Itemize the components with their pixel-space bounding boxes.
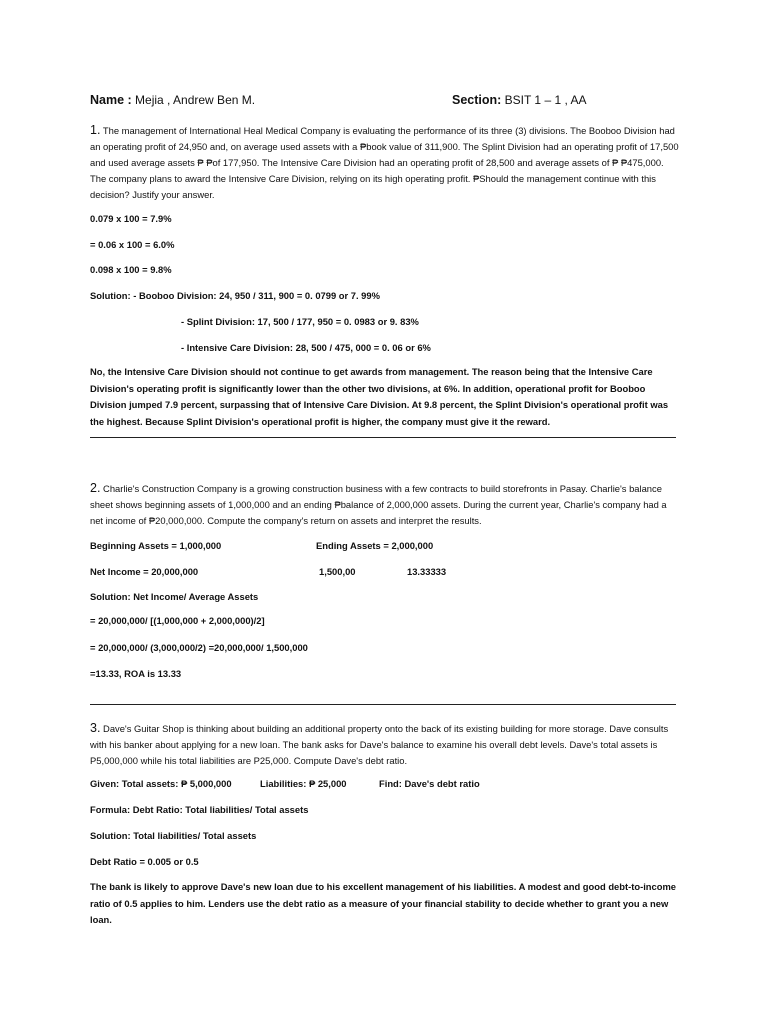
q2-average-assets: 1,500,00 <box>319 566 356 577</box>
question-3-number: 3. <box>90 721 101 735</box>
section-value: BSIT 1 – 1 , AA <box>501 93 587 107</box>
divider <box>90 437 676 438</box>
name-field <box>90 93 255 107</box>
q2-solution-3: = 20,000,000/ (3,000,000/2) =20,000,000/ 1,500,000 <box>90 642 308 653</box>
section-field <box>452 93 586 107</box>
question-3-text: Dave's Guitar Shop is thinking about building an additional property onto the back of its existing building for more storage. Dave consults with his banker about applying for a new loan. The bank asks for Dave's balance to examine his overall debt levels. Dave's total assets is P5,000,000 while his total liabilities are P25,000. Compute Dave's debt ratio. <box>90 723 669 766</box>
q3-debt-ratio: Debt Ratio = 0.005 or 0.5 <box>90 856 199 867</box>
question-2-text: Charlie's Construction Company is a growing construction business with a few contracts to build storefronts in Pasay. Charlie's balance sheet shows beginning assets of 1,000,000 and an ending ₱balance of 2,000,000 assets. During the current year, Charlie's company had a net income of ₱20,000,000. Compute the company's return on assets and interpret the results. <box>90 483 667 526</box>
question-2-number: 2. <box>90 481 101 495</box>
q3-given-liabilities: Liabilities: ₱ 25,000 <box>260 778 347 789</box>
q1-solution-splint: - Splint Division: 17, 500 / 177, 950 = 0. 0983 or 9. 83% <box>181 316 419 327</box>
question-1-number: 1. <box>90 123 101 137</box>
q3-formula: Formula: Debt Ratio: Total liabilities/ Total assets <box>90 804 309 815</box>
q3-find: Find: Dave's debt ratio <box>379 778 480 789</box>
name-value: Mejia , Andrew Ben M. <box>131 93 256 107</box>
section-label: Section: <box>452 93 502 107</box>
q1-answer: No, the Intensive Care Division should not continue to get awards from management. The reason being that the Intensive Care Division's operating profit is significantly lower than the other two divisions, at 6%. In addition, operational profit for Booboo Division jumped 7.9 percent, surpassing that of Intensive Care Division. At 9.8 percent, the Splint Division's operational profit was the highest. Because Splint Division's operational profit is higher, the company must give it the reward. <box>90 366 669 427</box>
question-1 <box>90 122 680 203</box>
q2-solution-1: Solution: Net Income/ Average Assets <box>90 591 259 602</box>
q2-solution-4: =13.33, ROA is 13.33 <box>90 668 182 679</box>
q2-net-income: Net Income = 20,000,000 <box>90 566 199 577</box>
q2-solution-2: = 20,000,000/ [(1,000,000 + 2,000,000)/2] <box>90 615 265 626</box>
question-1-text: The management of International Heal Medical Company is evaluating the performance of its three (3) divisions. The Booboo Division had an operating profit of 24,950 and, on average used assets with a ₱book value of 311,900. The Splint Division had an operating profit of 17,500 and used average assets ₱ ₱of 177,950. The Intensive Care Division had an operating profit of 28,500 and average assets of ₱ ₱475,000. The company plans to award the Intensive Care Division, relying on its high operating profit. ₱Should the management continue with this decision? Justify your answer. <box>90 125 679 200</box>
q2-beginning-assets: Beginning Assets = 1,000,000 <box>90 540 222 551</box>
q1-solution-booboo: Solution: - Booboo Division: 24, 950 / 311, 900 = 0. 0799 or 7. 99% <box>90 290 380 301</box>
q3-answer: The bank is likely to approve Dave's new loan due to his excellent management of his liabilities. A modest and good debt-to-income ratio of 0.5 applies to him. Lenders use the debt ratio as a measure of your financial stability to decide whether to grant you a new loan. <box>90 881 677 925</box>
q3-given-total-assets: Given: Total assets: ₱ 5,000,000 <box>90 778 232 789</box>
question-3 <box>90 720 680 769</box>
q2-ending-assets: Ending Assets = 2,000,000 <box>316 540 434 551</box>
q1-calc-2: = 0.06 x 100 = 6.0% <box>90 239 175 250</box>
q1-calc-1: 0.079 x 100 = 7.9% <box>90 213 172 224</box>
question-2 <box>90 480 680 529</box>
q2-roa-raw: 13.33333 <box>407 566 447 577</box>
q1-calc-3: 0.098 x 100 = 9.8% <box>90 264 172 275</box>
q1-solution-intensive: - Intensive Care Division: 28, 500 / 475, 000 = 0. 06 or 6% <box>181 342 431 353</box>
q3-solution: Solution: Total liabilities/ Total assets <box>90 830 257 841</box>
name-label: Name : <box>90 93 132 107</box>
divider <box>90 704 676 705</box>
